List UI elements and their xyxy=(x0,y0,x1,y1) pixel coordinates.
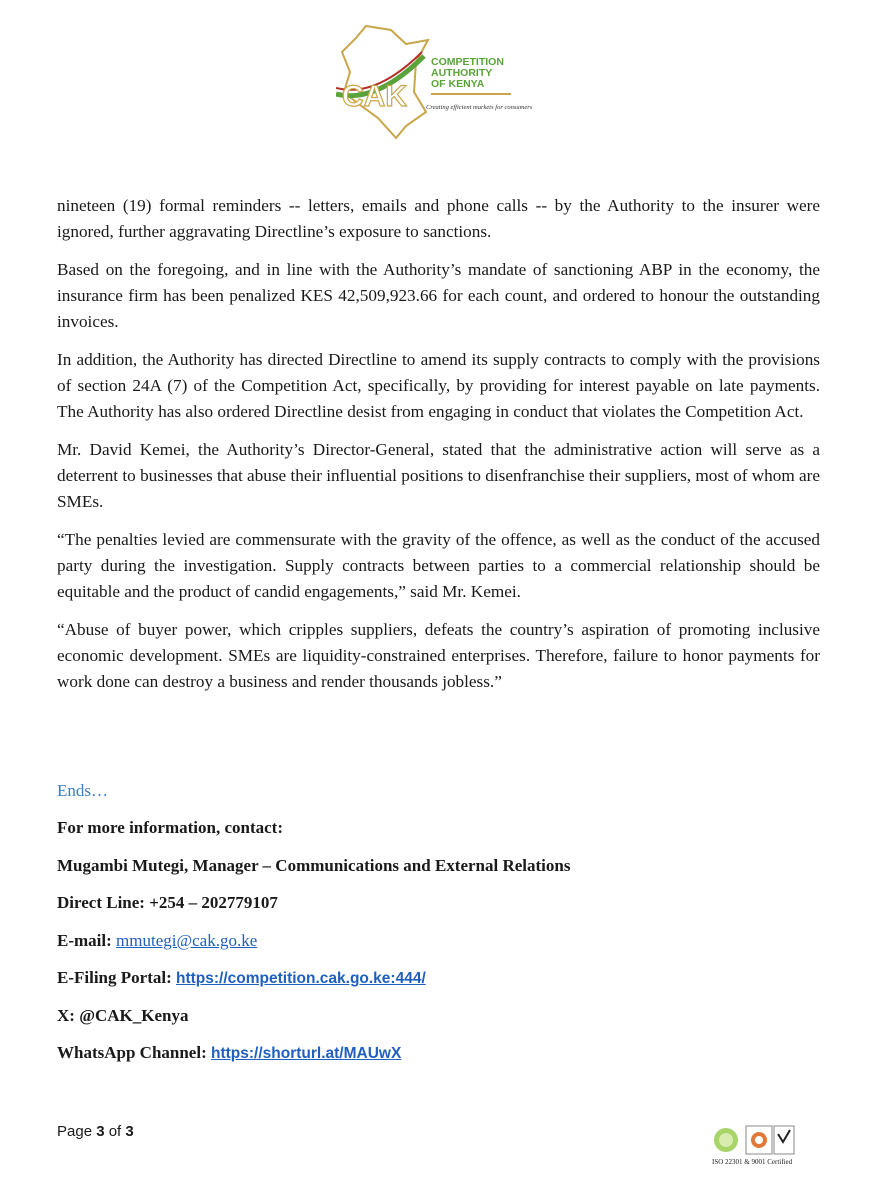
x-handle: X: @CAK_Kenya xyxy=(57,1005,189,1025)
whatsapp-row xyxy=(57,1043,570,1081)
logo-title-line: COMPETITION xyxy=(431,56,504,68)
paragraph: “The penalties levied are commensurate with the gravity of the offence, as well as the conduct of the accused party during the investigation. Supply contracts between parties to a commercial relationship should be equitable and the product of candid engagements,” said Mr. Kemei. xyxy=(57,530,820,601)
email-label: E-mail: xyxy=(57,930,117,950)
whatsapp-label: WhatsApp Channel: xyxy=(57,1043,211,1062)
logo-title-line: OF KENYA xyxy=(431,78,485,90)
ends-marker: Ends… xyxy=(57,781,108,800)
certification-badges xyxy=(712,1118,812,1173)
portal-row xyxy=(57,968,570,1006)
logo-title xyxy=(431,57,511,95)
page-current: 3 xyxy=(96,1123,105,1140)
contact-block xyxy=(57,818,570,1081)
email-row xyxy=(57,931,570,969)
email-link[interactable]: mmutegi@cak.go.ke xyxy=(116,930,258,950)
paragraph: nineteen (19) formal reminders -- letters, emails and phone calls -- by the Authority to the insurer were ignored, further aggravating Directline’s exposure to sanctions. xyxy=(57,196,820,241)
kenya-map-icon xyxy=(336,22,436,140)
contact-heading: For more information, contact: xyxy=(57,818,283,837)
press-release-body xyxy=(57,193,820,707)
page-mid: of xyxy=(104,1123,126,1140)
cak-logo xyxy=(336,22,546,140)
contact-person: Mugambi Mutegi, Manager – Communications and External Relations xyxy=(57,855,571,875)
logo-title-line: AUTHORITY xyxy=(431,67,493,79)
iso-badge-icon xyxy=(712,1118,812,1158)
paragraph: “Abuse of buyer power, which cripples suppliers, defeats the country’s aspiration of promoting inclusive economic development. SMEs are liquidity-constrained enterprises. Therefore, failure to honor payments for work done can destroy a business and render thousands jobless.” xyxy=(57,620,820,691)
page-number xyxy=(57,1123,134,1140)
direct-line: Direct Line: +254 – 202779107 xyxy=(57,893,278,912)
portal-label: E-Filing Portal: xyxy=(57,968,176,987)
whatsapp-link[interactable]: https://shorturl.at/MAUwX xyxy=(211,1045,402,1062)
paragraph: In addition, the Authority has directed Directline to amend its supply contracts to comply with the provisions of section 24A (7) of the Competition Act, specifically, by providing for interest payable on late payments. The Authority has also ordered Directline desist from engaging in conduct that violates the Competition Act. xyxy=(57,350,820,421)
logo-tagline: Creating efficient markets for consumers xyxy=(426,104,533,111)
logo-divider xyxy=(431,93,511,95)
paragraph: Mr. David Kemei, the Authority’s Director-General, stated that the administrative action will serve as a deterrent to businesses that abuse their influential positions to disenfranchise their suppliers, most of whom are SMEs. xyxy=(57,440,820,511)
page-prefix: Page xyxy=(57,1123,97,1140)
portal-link[interactable]: https://competition.cak.go.ke:444/ xyxy=(175,970,426,987)
paragraph: Based on the foregoing, and in line with the Authority’s mandate of sanctioning ABP in the economy, the insurance firm has been penalized KES 42,509,923.66 for each count, and ordered to honour the outstanding invoices. xyxy=(57,260,820,331)
page-total: 3 xyxy=(125,1123,134,1140)
certification-text: ISO 22301 & 9001 Certified xyxy=(712,1158,793,1166)
svg-text:CAK: CAK xyxy=(342,80,407,113)
